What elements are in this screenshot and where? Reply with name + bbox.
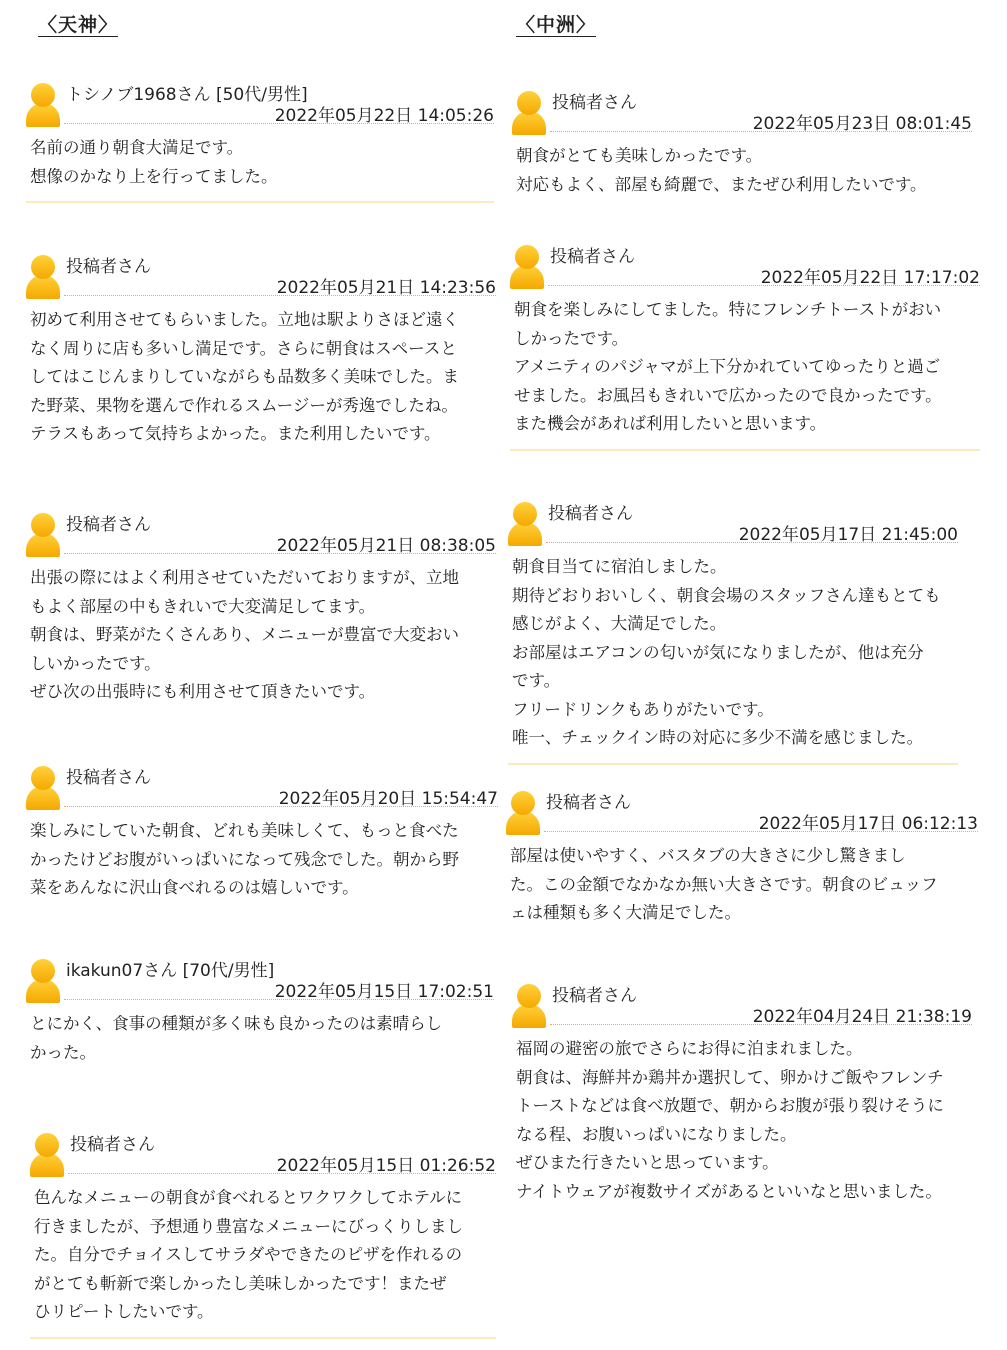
review-divider xyxy=(510,449,980,451)
user-avatar-icon xyxy=(26,255,60,299)
review-text-line: もよく部屋の中もきれいで大変満足してます。 xyxy=(30,596,376,616)
review-item xyxy=(26,80,494,203)
review-header xyxy=(508,499,958,543)
review-text-line: ぜひ次の出張時にも利用させて頂きたいです。 xyxy=(30,682,376,701)
column-title-nakasu: 〈中洲〉 xyxy=(516,14,597,36)
reviewer-name: 投稿者さん xyxy=(548,504,633,524)
review-divider xyxy=(508,763,958,765)
review-date: 2022年05月21日 08:38:05 xyxy=(276,536,496,556)
header-underline xyxy=(546,542,958,543)
review-text-line: た。自分でチョイスしてサラダやできたのピザを作れるの xyxy=(34,1245,463,1264)
review-text-line: フリードリンクもありがたいです。 xyxy=(512,699,774,719)
review-text-line: 菜をあんなに沢山食べれるのは嬉しいです。 xyxy=(30,878,359,897)
user-avatar-icon xyxy=(512,984,546,1028)
header-underline xyxy=(68,1173,496,1174)
reviewer-name: 投稿者さん xyxy=(66,257,151,277)
review-text-line: た野菜、果物を選んで作れるスムージーが秀逸でしたね。 xyxy=(30,395,458,415)
review-text xyxy=(26,564,496,707)
review-text-line: 朝食は、野菜がたくさんあり、メニューが豊富で大変おい xyxy=(30,625,459,644)
user-avatar-icon xyxy=(26,959,60,1003)
review-header xyxy=(510,242,980,286)
review-text-line: 名前の通り朝食大満足です。 xyxy=(30,138,244,157)
review-text-line: 朝食を楽しみにしてました。特にフレンチトーストがおい xyxy=(514,300,942,319)
header-underline xyxy=(64,553,496,554)
review-divider xyxy=(30,1337,496,1339)
review-text-line: 色んなメニューの朝食が食べれるとワクワクしてホテルに xyxy=(34,1188,463,1207)
review-divider xyxy=(26,201,494,203)
review-text-line: かった。 xyxy=(30,1042,96,1062)
review-text xyxy=(510,296,980,439)
header-underline xyxy=(64,806,498,807)
review-text-line: アメニティのパジャマが上下分かれていてゆったりと過ご xyxy=(514,357,941,376)
review-text-line: 唯一、チェックイン時の対応に多少不満を感じました。 xyxy=(512,728,924,747)
review-item xyxy=(510,242,980,451)
review-item xyxy=(26,510,496,707)
column-title-tenjin: 〈天神〉 xyxy=(38,14,119,36)
review-text-line: ぜひまた行きたいと思っています。 xyxy=(516,1153,779,1172)
review-item xyxy=(506,788,978,928)
review-header xyxy=(512,88,972,132)
review-text-line: 期待どおりおいしく、朝食会場のスタッフさん達もとても xyxy=(512,585,941,605)
review-header xyxy=(26,80,494,124)
review-text xyxy=(512,1035,972,1206)
reviewer-name: 投稿者さん xyxy=(66,768,151,788)
review-text-line: とにかく、食事の種類が多く味も良かったのは素晴らし xyxy=(30,1014,443,1033)
review-header xyxy=(26,510,496,554)
review-date: 2022年05月17日 21:45:00 xyxy=(738,525,958,545)
review-date: 2022年05月22日 14:05:26 xyxy=(274,106,494,126)
reviewer-name: 投稿者さん xyxy=(552,986,637,1006)
user-avatar-icon xyxy=(512,91,546,135)
review-date: 2022年05月23日 08:01:45 xyxy=(752,114,972,134)
review-header xyxy=(26,252,496,296)
review-text-line: かったけどお腹がいっぱいになって残念でした。朝から野 xyxy=(30,849,459,869)
review-text-line: 楽しみにしていた朝食、どれも美味しくて、もっと食べた xyxy=(30,821,459,840)
review-date: 2022年04月24日 21:38:19 xyxy=(752,1007,972,1027)
review-text xyxy=(512,142,972,199)
user-avatar-icon xyxy=(26,83,60,127)
review-text-line: テラスもあって気持ちよかった。また利用したいです。 xyxy=(30,424,441,443)
review-date: 2022年05月22日 17:17:02 xyxy=(760,268,980,288)
review-item xyxy=(30,1130,496,1339)
review-date: 2022年05月15日 17:02:51 xyxy=(274,982,494,1002)
review-text-line: 対応もよく、部屋も綺麗で、またぜひ利用したいです。 xyxy=(516,174,927,194)
header-underline xyxy=(550,1024,972,1025)
header-underline xyxy=(64,295,496,296)
review-text-line: です。 xyxy=(512,671,561,690)
header-underline xyxy=(550,131,972,132)
user-avatar-icon xyxy=(510,245,544,289)
review-text-line: してはこじんまりしていながらも品数多く美味でした。ま xyxy=(30,367,459,386)
reviewer-name: トシノブ1968さん [50代/男性] xyxy=(66,85,308,105)
review-text-line: お部屋はエアコンの匂いが気になりましたが、他は充分 xyxy=(512,642,924,662)
user-avatar-icon xyxy=(26,766,60,810)
review-text-line: ナイトウェアが複数サイズがあるといいなと思いました。 xyxy=(516,1181,942,1201)
review-text-line: た。この金額でなかなか無い大きさです。朝食のビュッフ xyxy=(510,874,938,894)
header-underline xyxy=(544,831,978,832)
review-header xyxy=(26,956,494,1000)
review-text-line: せました。お風呂もきれいで広かったので良かったです。 xyxy=(514,385,942,405)
review-text-line: 想像のかなり上を行ってました。 xyxy=(30,166,278,186)
review-header xyxy=(30,1130,496,1174)
review-text xyxy=(26,306,496,449)
review-item xyxy=(512,981,972,1206)
review-text-line: 感じがよく、大満足でした。 xyxy=(512,614,727,633)
review-text-line: 朝食は、海鮮丼か鶏丼か選択して、卵かけご飯やフレンチ xyxy=(516,1067,944,1087)
review-text-line: 出張の際にはよく利用させていただいておりますが、立地 xyxy=(30,568,459,587)
review-text-line: がとても斬新で楽しかったし美味しかったです！またぜ xyxy=(34,1273,447,1293)
review-text-line: 行きましたが、予想通り豊富なメニューにびっくりしまし xyxy=(34,1216,463,1236)
reviewer-name: 投稿者さん xyxy=(66,515,151,535)
review-text-line: 朝食目当てに宿泊しました。 xyxy=(512,557,727,576)
review-text xyxy=(506,842,978,928)
header-underline xyxy=(64,999,494,1000)
header-underline xyxy=(64,123,494,124)
review-item xyxy=(512,88,972,199)
review-text-line: しいかったです。 xyxy=(30,653,161,673)
review-text-line: 初めて利用させてもらいました。立地は駅よりさほど遠く xyxy=(30,310,459,329)
review-item xyxy=(26,956,494,1067)
user-avatar-icon xyxy=(30,1133,64,1177)
header-underline xyxy=(548,285,980,286)
reviewer-name: 投稿者さん xyxy=(546,793,631,813)
review-text xyxy=(508,553,958,753)
reviewer-name: 投稿者さん xyxy=(70,1135,155,1155)
review-text-line: ひリピートしたいです。 xyxy=(34,1302,214,1321)
review-text-line: 福岡の避密の旅でさらにお得に泊まれました。 xyxy=(516,1039,863,1058)
review-header xyxy=(506,788,978,832)
review-text xyxy=(26,1010,494,1067)
review-item xyxy=(26,252,496,449)
review-text-line: 部屋は使いやすく、バスタブの大きさに少し驚きまし xyxy=(510,846,906,865)
review-text-line: トーストなどは食べ放題で、朝からお腹が張り裂けそうに xyxy=(516,1096,944,1115)
review-date: 2022年05月20日 15:54:47 xyxy=(278,789,498,809)
review-item xyxy=(508,499,958,765)
review-text xyxy=(30,1184,496,1327)
review-date: 2022年05月17日 06:12:13 xyxy=(758,814,978,834)
review-text-line: しかったです。 xyxy=(514,328,629,348)
review-text xyxy=(26,817,498,903)
reviewer-name: 投稿者さん xyxy=(552,93,637,113)
user-avatar-icon xyxy=(26,513,60,557)
reviewer-name: ikakun07さん [70代/男性] xyxy=(66,961,275,981)
review-item xyxy=(26,763,498,903)
reviewer-name: 投稿者さん xyxy=(550,247,635,267)
review-text xyxy=(26,134,494,191)
review-date: 2022年05月15日 01:26:52 xyxy=(276,1156,496,1176)
review-header xyxy=(26,763,498,807)
review-text-line: ェは種類も多く大満足でした。 xyxy=(510,903,741,922)
review-text-line: また機会があれば利用したいと思います。 xyxy=(514,414,827,433)
review-text-line: なく周りに店も多いし満足です。さらに朝食はスペースと xyxy=(30,338,457,358)
user-avatar-icon xyxy=(506,791,540,835)
review-date: 2022年05月21日 14:23:56 xyxy=(276,278,496,298)
review-header xyxy=(512,981,972,1025)
review-text-line: 朝食がとても美味しかったです。 xyxy=(516,146,763,165)
review-text-line: なる程、お腹いっぱいになりました。 xyxy=(516,1124,797,1144)
user-avatar-icon xyxy=(508,502,542,546)
